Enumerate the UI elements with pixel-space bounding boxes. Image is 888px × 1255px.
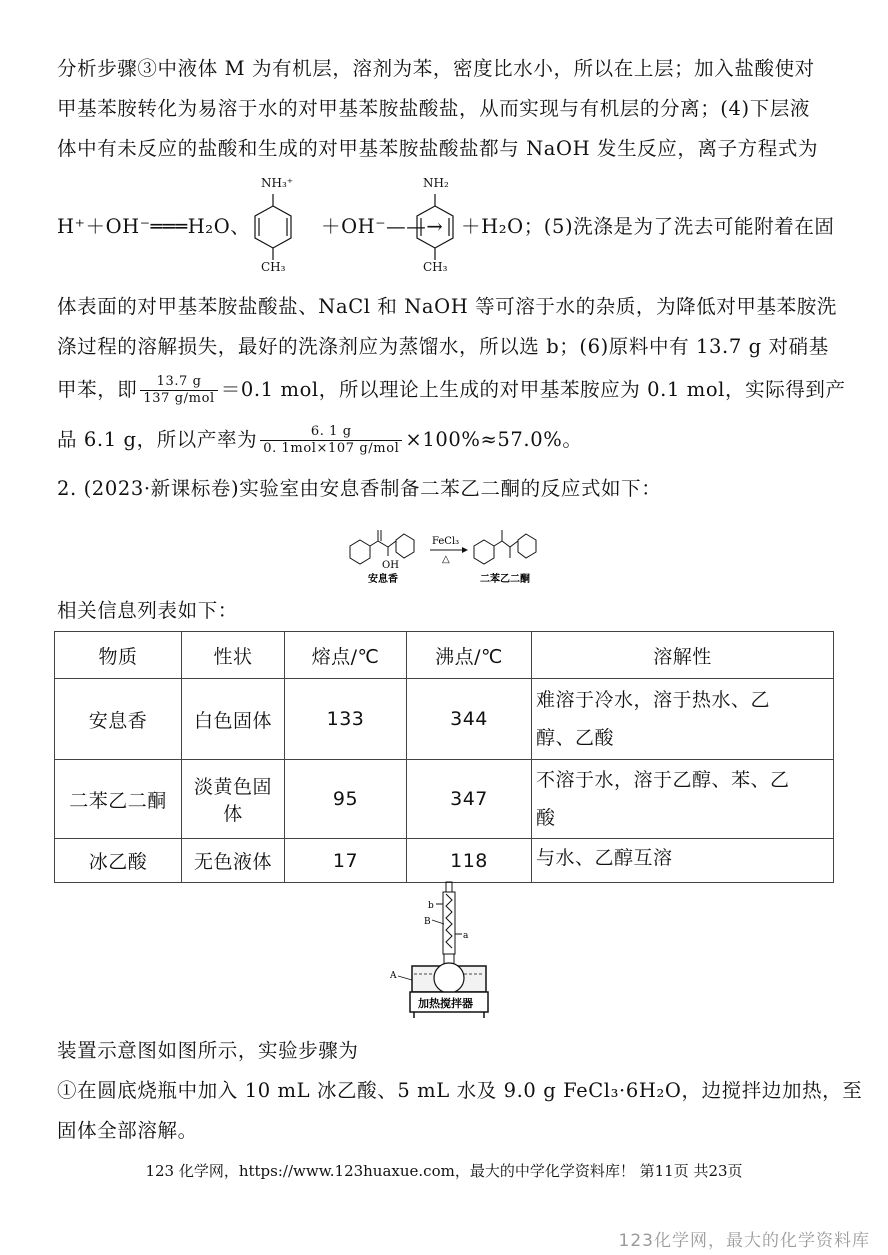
cell-solubility: 与水、乙醇互溶: [532, 839, 834, 883]
mol1-bottom-label: CH₃: [261, 260, 286, 274]
reactant-oh-label: OH: [382, 560, 399, 571]
reaction-condition: △: [442, 554, 450, 565]
cell-mp: 17: [285, 839, 407, 883]
reaction-scheme-drawing: [338, 520, 548, 590]
mol2-top-label: NH₂: [423, 176, 449, 190]
header-solubility: 溶解性: [532, 632, 834, 679]
paragraph1-line3: 体中有未反应的盐酸和生成的对甲基苯胺盐酸盐都与 NaOH 发生反应，离子方程式为: [57, 137, 819, 160]
cell-mp: 95: [285, 760, 407, 839]
label-a: a: [463, 931, 469, 941]
reaction-reagent: FeCl₃: [432, 536, 460, 547]
stirrer-label: 加热搅拌器: [418, 997, 473, 1010]
cell-name: 冰乙酸: [55, 839, 182, 883]
mol2-bottom-label: CH₃: [423, 260, 448, 274]
table-header-row: [55, 632, 834, 679]
table-intro: 相关信息列表如下：: [57, 599, 238, 622]
cell-state: 无色液体: [182, 839, 285, 883]
paragraph2-line3: [57, 374, 846, 407]
fraction-moles-numerator: 13.7 g: [140, 374, 217, 391]
step1-line2: 固体全部溶解。: [57, 1119, 198, 1142]
paragraph2-line2: 涤过程的溶解损失，最好的洗涤剂应为蒸馏水，所以选 b；(6)原料中有 13.7 g 对硝基: [57, 335, 829, 358]
fraction-moles: [140, 374, 217, 407]
paragraph2-line3-a: 甲苯，即: [57, 378, 138, 401]
label-condenser-B: B: [424, 917, 431, 927]
paragraph2-line3-b: ＝0.1 mol，所以理论上生成的对甲基苯胺应为 0.1 mol，实际得到产: [220, 378, 846, 401]
label-b: b: [428, 901, 434, 911]
paragraph2-line4-a: 品 6.1 g，所以产率为: [57, 428, 258, 451]
cell-solubility: [532, 679, 834, 760]
steps-intro: 装置示意图如图所示，实验步骤为: [57, 1039, 359, 1062]
equation-part3: ＋H₂O；(5)洗涤是为了洗去可能附着在固: [461, 215, 835, 238]
solubility-line2: 醇、乙酸: [536, 727, 615, 749]
cell-bp: 347: [407, 760, 532, 839]
cell-name: 安息香: [55, 679, 182, 760]
solubility-line1: 不溶于水，溶于乙醇、苯、乙: [536, 769, 790, 791]
question2-title: 2. (2023·新课标卷)实验室由安息香制备二苯乙二酮的反应式如下：: [57, 477, 662, 500]
fraction-yield-denominator: 0. 1mol×107 g/mol: [263, 441, 400, 456]
step1-line1: ①在圆底烧瓶中加入 10 mL 冰乙酸、5 mL 水及 9.0 g FeCl₃·6H₂O，边搅拌边加热，至: [57, 1079, 863, 1102]
apparatus-drawing: [388, 880, 508, 1020]
header-substance: 物质: [55, 632, 182, 679]
header-melting-point: 熔点/℃: [285, 632, 407, 679]
fraction-moles-denominator: 137 g/mol: [143, 391, 215, 406]
product-name: 二苯乙二酮: [480, 574, 530, 585]
paragraph1-line2: 甲基苯胺转化为易溶于水的对甲基苯胺盐酸盐，从而实现与有机层的分离；(4)下层液: [57, 97, 811, 120]
p-toluidinium-structure: [243, 176, 303, 276]
cell-bp: 118: [407, 839, 532, 883]
fraction-yield-numerator: 6. 1 g: [260, 424, 402, 441]
cell-state: 淡黄色固体: [182, 760, 285, 839]
fraction-yield: [260, 424, 402, 457]
paragraph2-line1: 体表面的对甲基苯胺盐酸盐、NaCl 和 NaOH 等可溶于水的杂质，为降低对甲基苯胺洗: [57, 295, 837, 318]
equation-part2: ＋OH⁻——→: [321, 215, 444, 238]
header-boiling-point: 沸点/℃: [407, 632, 532, 679]
cell-bp: 344: [407, 679, 532, 760]
paragraph2-line4-b: ×100%≈57.0%。: [405, 428, 583, 451]
apparatus-diagram: [388, 880, 508, 1020]
ionic-equation: [57, 176, 847, 276]
table-row: [55, 839, 834, 883]
label-bath-A: A: [390, 971, 397, 981]
table-row: [55, 679, 834, 760]
p-toluidine-structure: [405, 176, 465, 276]
equation-part1: H⁺＋OH⁻═══H₂O、: [57, 215, 251, 238]
paragraph2-line4: [57, 424, 582, 457]
cell-name: 二苯乙二酮: [55, 760, 182, 839]
cell-mp: 133: [285, 679, 407, 760]
solubility-line1: 难溶于冷水，溶于热水、乙: [536, 689, 771, 711]
reactant-name: 安息香: [368, 574, 398, 585]
page-footer: 123 化学网，https://www.123huaxue.com，最大的中学化学资料库！ 第11页 共23页: [145, 1162, 743, 1180]
watermark: 123化学网，最大的化学资料库: [618, 1231, 870, 1251]
properties-table: [54, 631, 834, 883]
header-appearance: 性状: [182, 632, 285, 679]
mol1-top-label: NH₃⁺: [261, 176, 294, 190]
cell-state: 白色固体: [182, 679, 285, 760]
paragraph1-line1: 分析步骤③中液体 M 为有机层，溶剂为苯，密度比水小，所以在上层；加入盐酸使对: [57, 57, 815, 80]
cell-solubility: [532, 760, 834, 839]
reaction-scheme: [338, 520, 548, 590]
table-row: [55, 760, 834, 839]
solubility-line2: 酸: [536, 807, 556, 829]
